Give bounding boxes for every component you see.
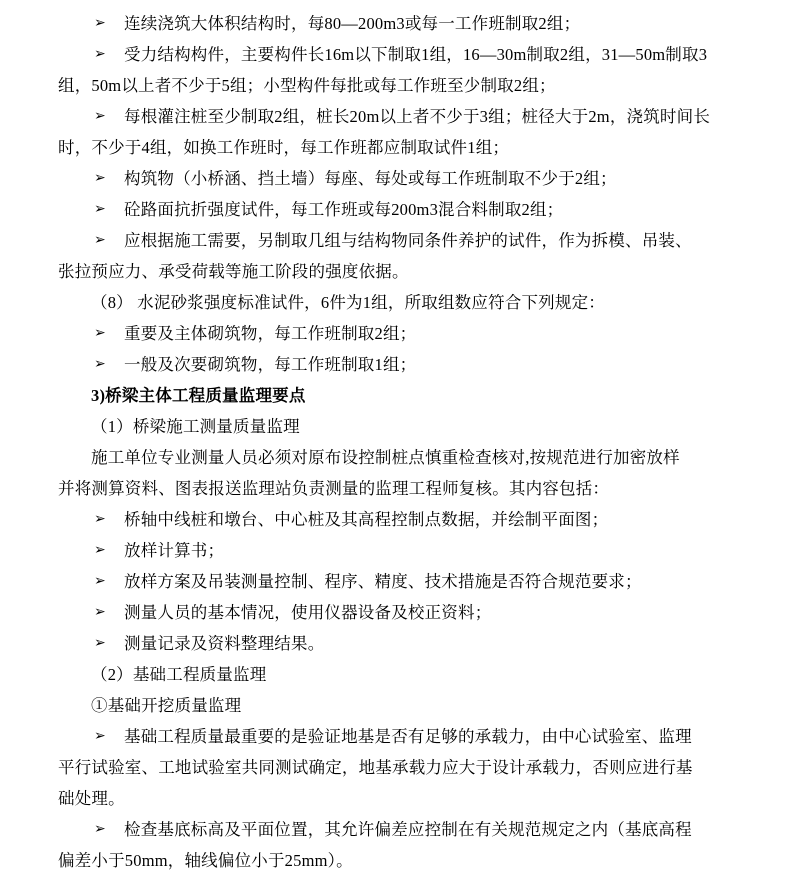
bullet-text-line: 受力结构构件，主要构件长16m以下制取1组，16—30m制取2组，31—50m制取3 xyxy=(124,45,708,64)
bullet-structural-member xyxy=(58,39,737,101)
bullet-text-line: 平行试验室、工地试验室共同测试确定，地基承载力应大于设计承载力，否则应进行基 xyxy=(58,758,693,777)
bullet-text: 桥轴中线桩和墩台、中心桩及其高程控制点数据，并绘制平面图； xyxy=(124,510,609,529)
arrow-bullet-icon: ➢ xyxy=(94,542,106,558)
heading-bridge-quality-supervision: 3)桥梁主体工程质量监理要点 xyxy=(91,386,306,405)
para-foundation-supervision: （2）基础工程质量监理 xyxy=(91,665,267,684)
bullet-surveyor-status xyxy=(58,597,737,628)
arrow-bullet-icon: ➢ xyxy=(94,325,106,341)
bullet-text-line: 张拉预应力、承受荷载等施工阶段的强度依据。 xyxy=(58,262,409,281)
bullet-text: 重要及主体砌筑物，每工作班制取2组； xyxy=(124,324,417,343)
bullet-text-line: 应根据施工需要，另制取几组与结构物同条件养护的试件，作为拆模、吊装、 xyxy=(124,231,692,250)
bullet-text: 连续浇筑大体积结构时，每80—200m3或每一工作班制取2组； xyxy=(124,14,581,33)
arrow-bullet-icon: ➢ xyxy=(94,170,106,186)
bullet-text: 一般及次要砌筑物，每工作班制取1组； xyxy=(124,355,417,374)
bullet-mass-concrete xyxy=(58,8,737,39)
para-bridge-survey-supervision: （1）桥梁施工测量质量监理 xyxy=(91,417,300,436)
bullet-construction-need xyxy=(58,225,737,287)
bullet-setting-out-calculation xyxy=(58,535,737,566)
bullet-important-masonry xyxy=(58,318,737,349)
bullet-foundation-bearing-capacity xyxy=(58,721,737,814)
arrow-bullet-icon: ➢ xyxy=(94,108,106,124)
bullet-text: 放样计算书； xyxy=(124,541,225,560)
arrow-bullet-icon: ➢ xyxy=(94,356,106,372)
bullet-foundation-elevation-check xyxy=(58,814,737,876)
bullet-text: 构筑物（小桥涵、挡土墙）每座、每处或每工作班制取不少于2组； xyxy=(124,169,617,188)
bullet-survey-records xyxy=(58,628,737,659)
arrow-bullet-icon: ➢ xyxy=(94,201,106,217)
arrow-bullet-icon: ➢ xyxy=(94,635,106,651)
arrow-bullet-icon: ➢ xyxy=(94,15,106,31)
bullet-text: 测量人员的基本情况，使用仪器设备及校正资料； xyxy=(124,603,492,622)
bullet-general-masonry xyxy=(58,349,737,380)
bullet-text: 砼路面抗折强度试件，每工作班或每200m3混合料制取2组； xyxy=(124,200,564,219)
bullet-concrete-pavement xyxy=(58,194,737,225)
para-survey-requirements xyxy=(58,442,737,504)
para-line: 并将测算资料、图表报送监理站负责测量的监理工程师复核。其内容包括： xyxy=(58,479,610,498)
bullet-text-line: 基础工程质量最重要的是验证地基是否有足够的承载力，由中心试验室、监理 xyxy=(124,727,692,746)
arrow-bullet-icon: ➢ xyxy=(94,46,106,62)
bullet-text: 测量记录及资料整理结果。 xyxy=(124,634,325,653)
bullet-text-line: 偏差小于50mm，轴线偏位小于25mm）。 xyxy=(58,851,353,870)
arrow-bullet-icon: ➢ xyxy=(94,511,106,527)
bullet-bridge-axis-control xyxy=(58,504,737,535)
bullet-text: 放样方案及吊装测量控制、程序、精度、技术措施是否符合规范要求； xyxy=(124,572,642,591)
para-foundation-excavation: ①基础开挖质量监理 xyxy=(91,696,242,715)
arrow-bullet-icon: ➢ xyxy=(94,821,106,837)
bullet-text-line: 时，不少于4组，如换工作班时，每工作班都应制取试件1组； xyxy=(58,138,510,157)
bullet-setting-out-scheme xyxy=(58,566,737,597)
bullet-text-line: 检查基底标高及平面位置，其允许偏差应控制在有关规范规定之内（基底高程 xyxy=(124,820,692,839)
para-item-8-mortar: （8） 水泥砂浆强度标准试件，6件为1组，所取组数应符合下列规定： xyxy=(91,293,605,312)
arrow-bullet-icon: ➢ xyxy=(94,573,106,589)
para-line: 施工单位专业测量人员必须对原布设控制桩点慎重检查核对,按规范进行加密放样 xyxy=(91,448,680,467)
bullet-text-line: 础处理。 xyxy=(58,789,125,808)
arrow-bullet-icon: ➢ xyxy=(94,232,106,248)
arrow-bullet-icon: ➢ xyxy=(94,728,106,744)
bullet-structures-culvert xyxy=(58,163,737,194)
bullet-text-line: 组，50m以上者不少于5组；小型构件每批或每工作班至少制取2组； xyxy=(58,76,556,95)
bullet-text-line: 每根灌注桩至少制取2组，桩长20m以上者不少于3组；桩径大于2m，浇筑时间长 xyxy=(124,107,711,126)
bullet-cast-in-place-pile xyxy=(58,101,737,163)
arrow-bullet-icon: ➢ xyxy=(94,604,106,620)
